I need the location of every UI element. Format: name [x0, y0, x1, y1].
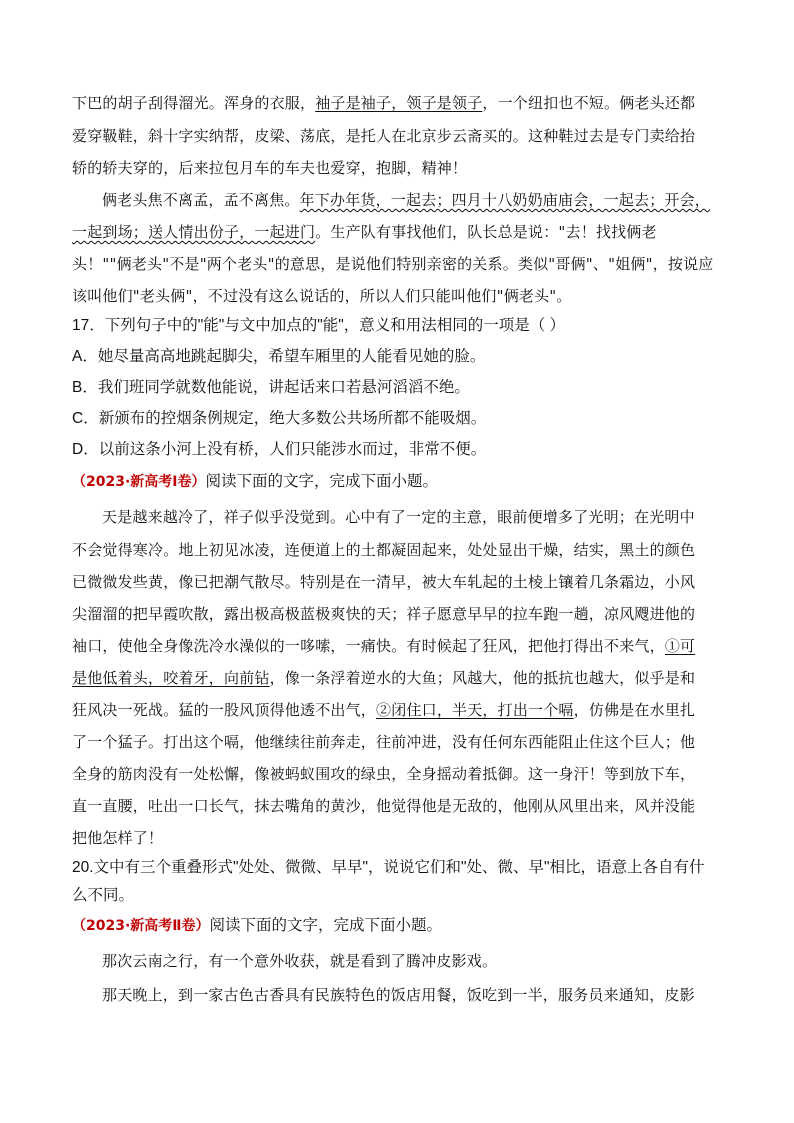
source-instruction: 阅读下面的文字，完成下面小题。	[205, 473, 439, 490]
passage2-line-2: 不会觉得寒冷。地上初见冰凌，连便道上的土都凝固起来，处处显出干燥，结实，黑土的颜色	[72, 541, 696, 559]
text-span: ，一个纽扣也不短。俩老头还都	[482, 94, 696, 112]
source-tag: （2023·新高考Ⅰ卷）	[72, 474, 206, 490]
question-17-option-b[interactable]: B．我们班同学就数他能说，讲起话来口若悬河滔滔不绝。	[72, 379, 470, 396]
underlined-text: ①可	[664, 637, 696, 655]
text-span: ，仿佛是在水里扎	[573, 701, 696, 719]
source-instruction: 阅读下面的文字，完成下面小题。	[209, 917, 443, 934]
underlined-text: 袖子是袖子，领子是领子	[315, 94, 483, 112]
passage3-line-2: 那天晚上，到一家古色古香具有民族特色的饭店用餐，饭吃到一半，服务员来通知，皮影	[102, 986, 695, 1004]
text-span: 袖口，使他全身像洗冷水澡似的一哆嗦，一痛快。有时候起了狂风，把他打得出不来气，	[72, 637, 665, 655]
passage2-line-5	[72, 636, 695, 656]
passage1-line-4	[102, 190, 710, 210]
passage2-line-3: 已微微发些黄，像已把潮气散尽。特别是在一清早，被大车轧起的土棱上镶着几条霜边，小风	[72, 573, 696, 591]
passage1-line-7: 该叫他们"老头俩"，不过没有这么说话的，所以人们只能叫他们"俩老头"。	[72, 287, 572, 305]
underlined-text: ②闭住口，半天，打出一个嗝	[376, 701, 574, 719]
question-17-option-d[interactable]: D．以前这条小河上没有桥，人们只能涉水而过，非常不便。	[72, 441, 487, 458]
passage2-line-8: 了一个猛子。打出这个嗝，他继续往前奔走，往前冲进，没有任何东西能阻止住这个巨人；他	[72, 733, 696, 751]
passage1-line-2: 爱穿靸鞋，斜十字实纳帮，皮梁、荡底，是托人在北京步云斋买的。这种鞋过去是专门卖给抬	[72, 127, 696, 145]
passage1-line-3: 轿的轿夫穿的，后来拉包月车的车夫也爱穿，抱脚，精神！	[72, 159, 468, 177]
passage3-line-1: 那次云南之行，有一个意外收获，就是看到了腾冲皮影戏。	[102, 952, 498, 970]
question-17-option-c[interactable]: C．新颁布的控烟条例规定，绝大多数公共场所都不能吸烟。	[72, 410, 487, 427]
passage2-line-1: 天是越来越冷了，祥子似乎没觉到。心中有了一定的主意，眼前便增多了光明；在光明中	[102, 508, 695, 526]
source-heading-2	[72, 915, 442, 936]
text-span: ，像一条浮着逆水的大鱼；风越大，他的抵抗也越大，似乎是和	[269, 669, 696, 687]
text-span: 狂风决一死战。猛的一股风顶得他透不出气，	[72, 701, 377, 719]
passage1-line-1	[72, 93, 695, 113]
text-span: 。生产队有事找他们，队长总是说："去！找找俩老	[315, 223, 657, 241]
passage2-line-7	[72, 700, 695, 720]
passage2-line-4: 尖溜溜的把早霞吹散，露出极高极蓝极爽快的天；祥子愿意早早的拉车跑一趟，凉风飕进他的	[72, 605, 696, 623]
wavy-underlined-text: 年下办年货，一起去；四月十八奶奶庙庙会，一起去；开会，	[299, 191, 711, 209]
question-20-line-2: 么不同。	[72, 887, 135, 904]
source-tag: （2023·新高考Ⅱ卷）	[72, 918, 210, 934]
text-span: 俩老头焦不离孟，孟不离焦。	[102, 191, 300, 209]
passage2-line-10: 直一直腰，吐出一口长气，抹去嘴角的黄沙，他觉得他是无敌的，他刚从风里出来，风并没能	[72, 797, 696, 815]
passage2-line-6	[72, 668, 695, 688]
question-17-option-a[interactable]: A．她尽量高高地跳起脚尖，希望车厢里的人能看见她的脸。	[72, 348, 486, 365]
passage2-line-11: 把他怎样了！	[72, 829, 164, 847]
passage1-line-6: 头！""俩老头"不是"两个老头"的意思，是说他们特别亲密的关系。类似"哥俩"、"姐俩"，按说应	[72, 255, 714, 273]
text-span: 下巴的胡子刮得溜光。浑身的衣服，	[72, 94, 316, 112]
passage1-line-5	[72, 222, 657, 242]
wavy-underlined-text: 一起到场；送人情出份子，一起进门	[72, 223, 316, 241]
source-heading-1	[72, 471, 438, 492]
question-20-line-1: 20.文中有三个重叠形式"处处、微微、早早"，说说它们和"处、微、早"相比，语意上各自有什	[72, 859, 705, 876]
passage2-line-9: 全身的筋肉没有一处松懈，像被蚂蚁围攻的绿虫，全身摇动着抵御。这一身汗！等到放下车，	[72, 765, 696, 783]
question-17-stem: 17．下列句子中的"能"与文中加点的"能"，意义和用法相同的一项是（ ）	[72, 317, 566, 334]
underlined-text: 是他低着头，咬着牙，向前钻	[72, 669, 270, 687]
